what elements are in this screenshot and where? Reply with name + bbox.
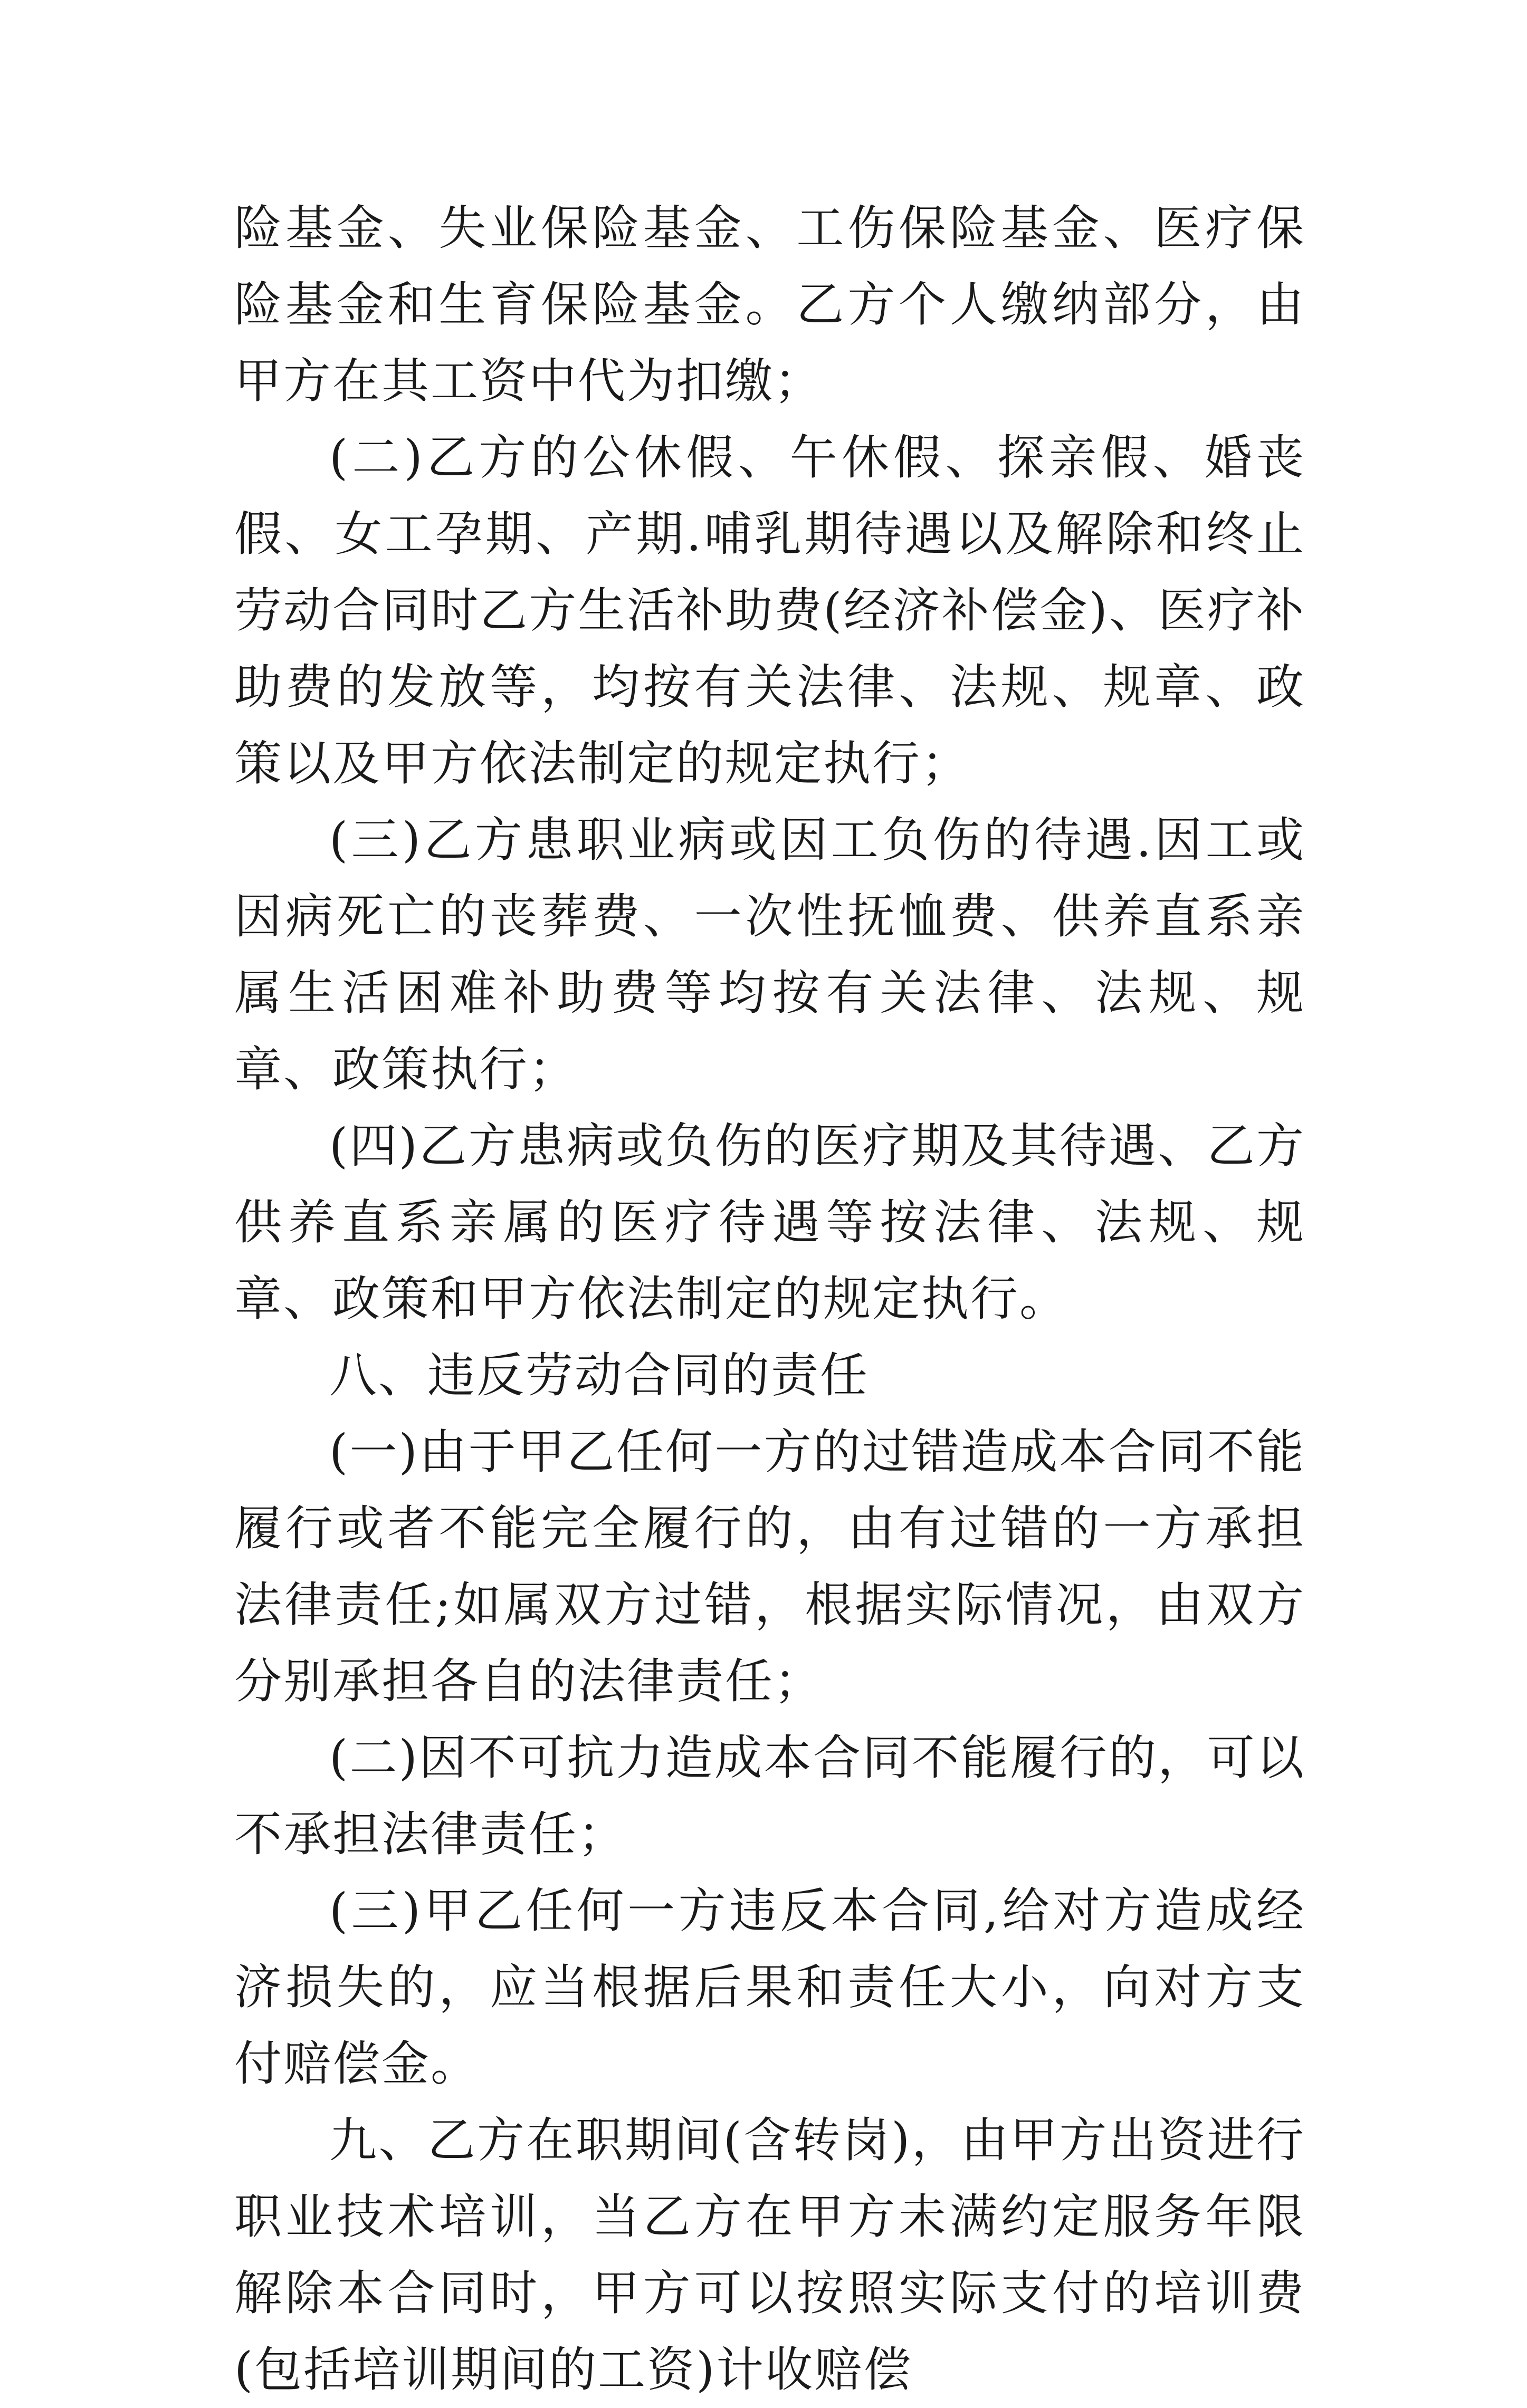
paragraph-occupational-injury: (三)乙方患职业病或因工负伤的待遇.因工或因病死亡的丧葬费、一次性抚恤费、供养直系亲属生活困难补助费等均按有关法律、法规、规章、政策执行； (234, 812, 1305, 1097)
section-heading-breach-liability: 八、违反劳动合同的责任 (329, 1348, 869, 1403)
paragraph-compensation: (三)甲乙任何一方违反本合同,给对方造成经济损失的，应当根据后果和责任大小，向对方支付赔偿金。 (234, 1883, 1305, 2092)
paragraph-insurance-funds: 险基金、失业保险基金、工伤保险基金、医疗保险基金和生育保险基金。乙方个人缴纳部分，由甲方在其工资中代为扣缴； (234, 200, 1305, 409)
paragraph-training-cost: 九、乙方在职期间(含转岗)，由甲方出资进行职业技术培训，当乙方在甲方未满约定服务年限解除本合同时，甲方可以按照实际支付的培训费(包括培训期间的工资)计收赔偿 (234, 2113, 1305, 2397)
paragraph-fault-liability: (一)由于甲乙任何一方的过错造成本合同不能履行或者不能完全履行的，由有过错的一方承担法律责任;如属双方过错，根据实际情况，由双方分别承担各自的法律责任； (234, 1424, 1305, 1709)
paragraph-force-majeure: (二)因不可抗力造成本合同不能履行的，可以不承担法律责任； (234, 1730, 1305, 1862)
paragraph-leave-benefits: (二)乙方的公休假、午休假、探亲假、婚丧假、女工孕期、产期.哺乳期待遇以及解除和终止劳动合同时乙方生活补助费(经济补偿金)、医疗补助费的发放等，均按有关法律、法规、规章、政策以及甲方依法制定的规定执行； (234, 430, 1305, 791)
document-body (234, 190, 1305, 2408)
paragraph-medical-period: (四)乙方患病或负伤的医疗期及其待遇、乙方供养直系亲属的医疗待遇等按法律、法规、规章、政策和甲方依法制定的规定执行。 (234, 1118, 1305, 1327)
